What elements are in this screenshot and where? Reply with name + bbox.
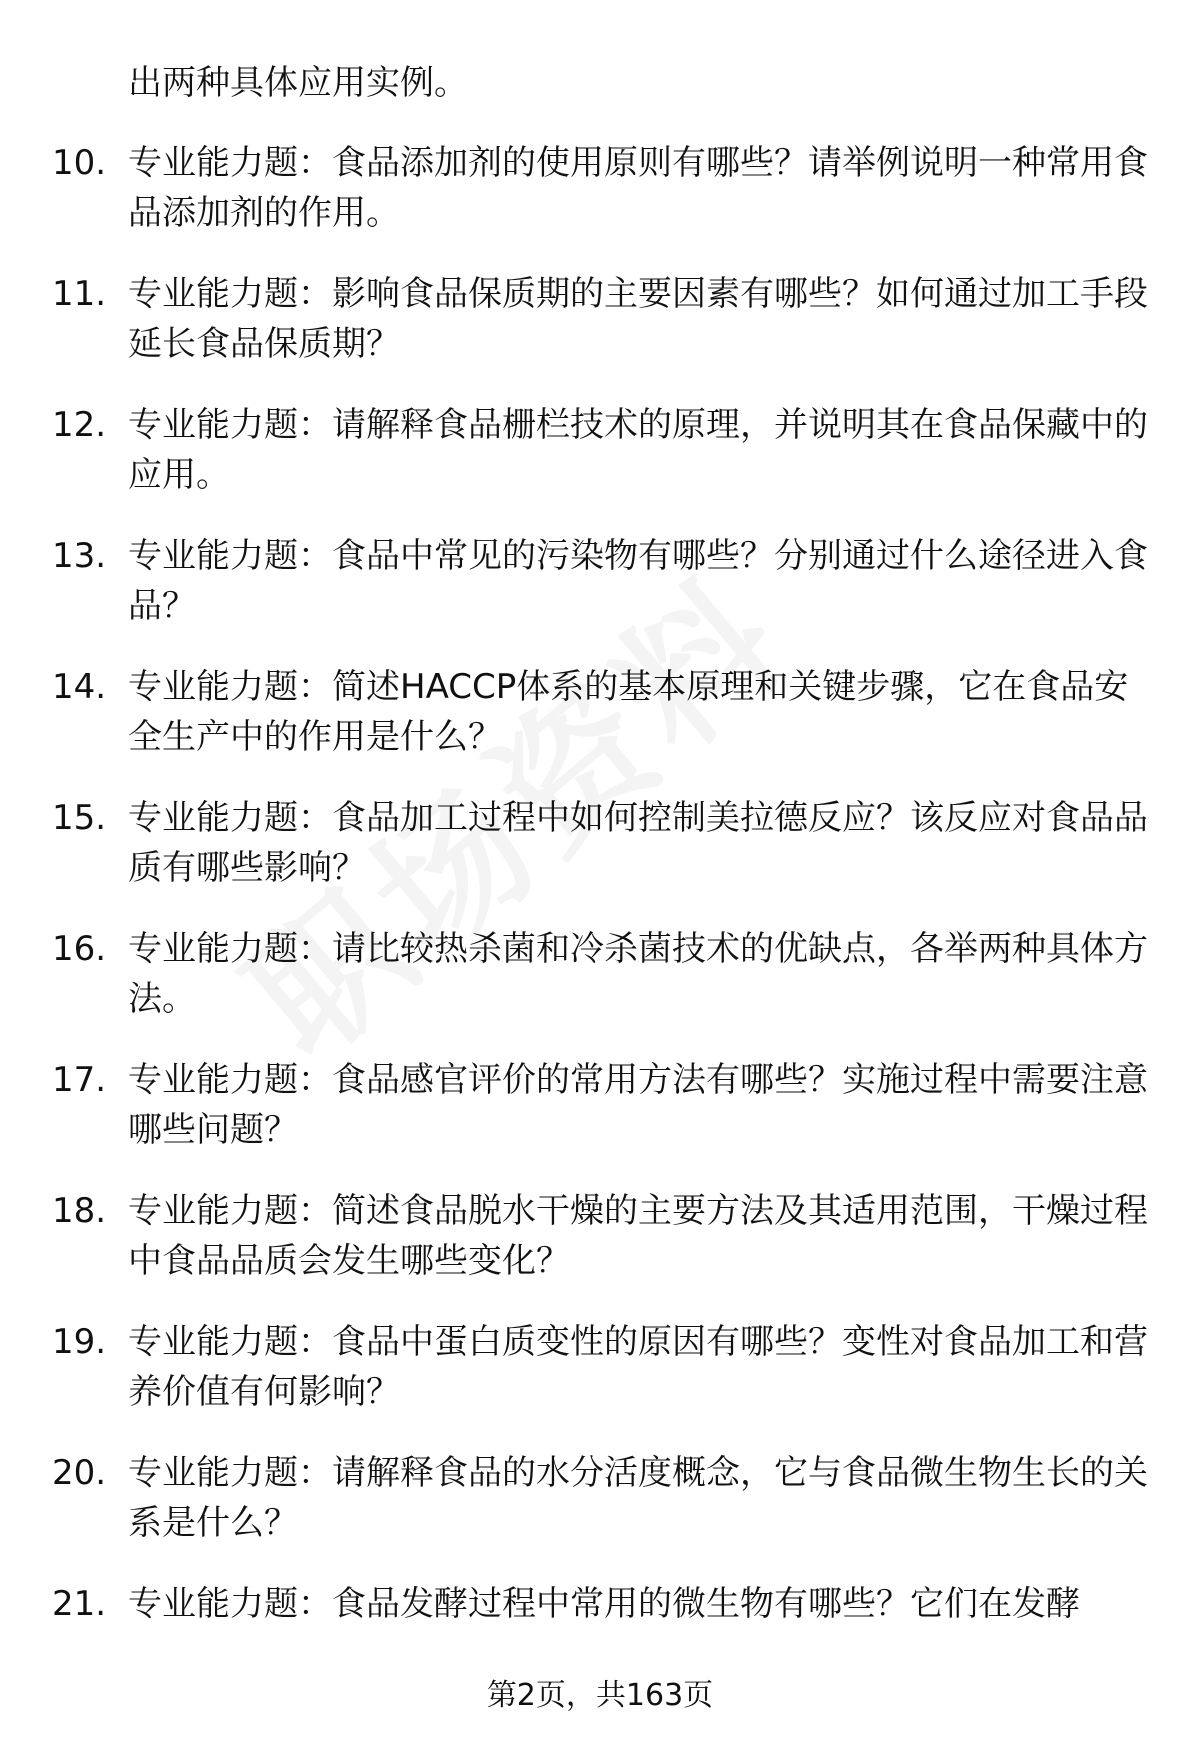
question-number: 16. (52, 929, 107, 969)
question-number: 15. (52, 798, 107, 838)
question-item (0, 1448, 1200, 1579)
question-list (0, 138, 1200, 1710)
question-text: 专业能力题：食品中常见的污染物有哪些？分别通过什么途径进入食品？ (128, 536, 1148, 626)
question-item (0, 138, 1200, 269)
question-text: 专业能力题：影响食品保质期的主要因素有哪些？如何通过加工手段延长食品保质期？ (128, 274, 1148, 364)
continuation-text: 出两种具体应用实例。 (128, 63, 468, 103)
question-number: 11. (52, 274, 107, 314)
question-text: 专业能力题：食品中蛋白质变性的原因有哪些？变性对食品加工和营养价值有何影响？ (128, 1322, 1148, 1412)
question-number: 19. (52, 1322, 107, 1362)
question-item (0, 269, 1200, 400)
question-item (0, 400, 1200, 531)
question-number: 18. (52, 1191, 107, 1231)
question-item (0, 662, 1200, 793)
question-number: 12. (52, 405, 107, 445)
question-number: 17. (52, 1060, 107, 1100)
question-number: 20. (52, 1453, 107, 1493)
question-number: 13. (52, 536, 107, 576)
question-text: 专业能力题：请解释食品的水分活度概念，它与食品微生物生长的关系是什么？ (128, 1453, 1148, 1543)
question-number: 21. (52, 1584, 107, 1624)
question-item (0, 531, 1200, 662)
question-text: 专业能力题：简述HACCP体系的基本原理和关键步骤，它在食品安全生产中的作用是什么？ (128, 667, 1129, 757)
question-item (0, 1055, 1200, 1186)
question-item (0, 1186, 1200, 1317)
question-number: 14. (52, 667, 107, 707)
question-text: 专业能力题：食品感官评价的常用方法有哪些？实施过程中需要注意哪些问题？ (128, 1060, 1148, 1150)
question-text: 专业能力题：简述食品脱水干燥的主要方法及其适用范围，干燥过程中食品品质会发生哪些变化？ (128, 1191, 1148, 1281)
question-item (0, 924, 1200, 1055)
question-text: 专业能力题：食品添加剂的使用原则有哪些？请举例说明一种常用食品添加剂的作用。 (128, 143, 1148, 233)
question-item (0, 793, 1200, 924)
question-item (0, 1317, 1200, 1448)
question-text: 专业能力题：请解释食品栅栏技术的原理，并说明其在食品保藏中的应用。 (128, 405, 1148, 495)
question-number: 10. (52, 143, 107, 183)
page-footer: 第2页，共163页 (486, 1678, 714, 1713)
question-text: 专业能力题：请比较热杀菌和冷杀菌技术的优缺点，各举两种具体方法。 (128, 929, 1148, 1019)
question-text: 专业能力题：食品加工过程中如何控制美拉德反应？该反应对食品品质有哪些影响？ (128, 798, 1148, 888)
question-text: 专业能力题：食品发酵过程中常用的微生物有哪些？它们在发酵 (128, 1584, 1080, 1624)
